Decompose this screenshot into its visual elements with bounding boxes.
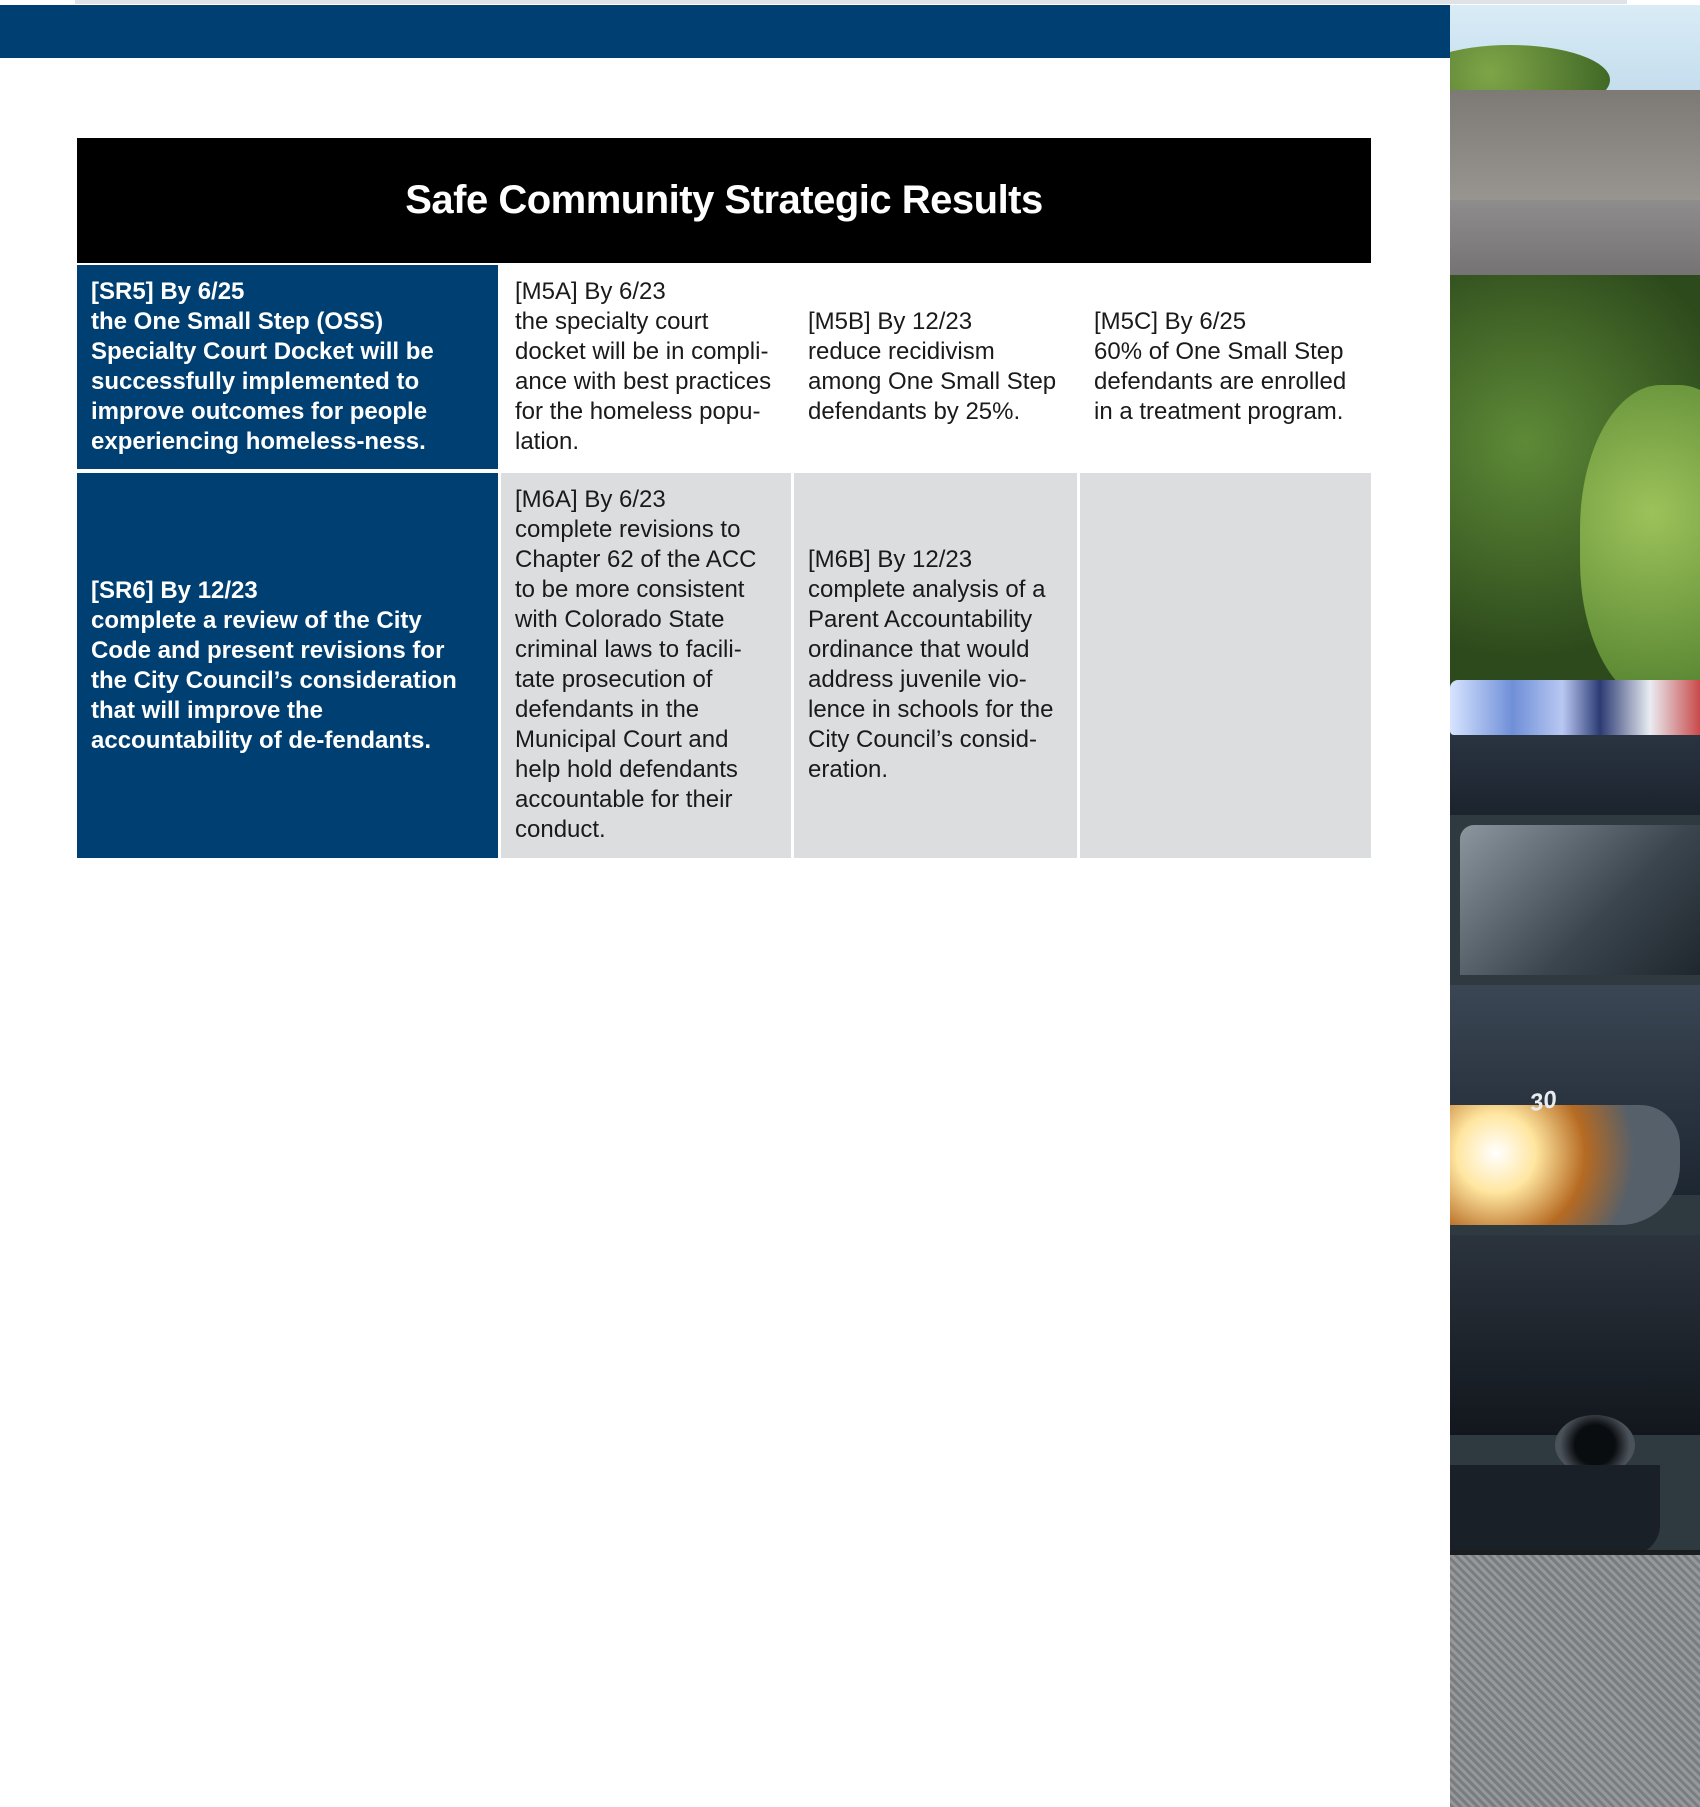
m5b-text: reduce recidivism among One Small Step defendants by 25%. [808, 338, 1057, 425]
measure-m5c [1080, 265, 1371, 469]
strategic-result-sr6 [77, 473, 498, 858]
top-hairline [75, 0, 1627, 4]
header-band [0, 5, 1450, 58]
sr6-text: complete a review of the City Code and present revisions for the City Council’s consideration that will improve the accountability of de-fendants. [91, 606, 457, 754]
measure-empty-cell [1080, 473, 1371, 858]
measure-m6a [501, 473, 791, 858]
m5c-text: 60% of One Small Step defendants are enrolled in a treatment program. [1094, 338, 1347, 425]
emergency-lightbar [1450, 680, 1700, 735]
m5b-code: [M5B] By 12/23 [808, 308, 973, 335]
measure-m5b [794, 265, 1077, 469]
m6b-code: [M6B] By 12/23 [808, 546, 973, 573]
m6b-text: complete analysis of a Parent Accountability ordinance that would address juvenile vio-lence in schools for the City Council’s consid-eration. [808, 576, 1054, 783]
m6a-text: complete revisions to Chapter 62 of the ACC to be more consistent with Colorado State criminal laws to facili-tate prosecution of defendants in the Municipal Court and help hold defendants accountable for their conduct. [515, 516, 757, 843]
sr5-code: [SR5] By 6/25 [91, 278, 245, 305]
sr5-text: the One Small Step (OSS) Specialty Court Docket will be successfully implemented to improve outcomes for people experiencing homeless-ness. [91, 308, 434, 455]
m5a-text: the specialty court docket will be in compli-ance with best practices for the homeless popu-lation. [515, 308, 772, 455]
measure-m5a [501, 265, 791, 469]
table-title: Safe Community Strategic Results [405, 178, 1043, 222]
unit-number: 30 [1527, 1085, 1559, 1118]
m5a-code: [M5A] By 6/23 [515, 278, 666, 305]
table-title-bar [77, 138, 1371, 263]
m5c-code: [M5C] By 6/25 [1094, 308, 1247, 335]
sr6-code: [SR6] By 12/23 [91, 576, 258, 604]
measure-m6b [794, 473, 1077, 858]
police-vehicle-photo [1450, 5, 1700, 1807]
strategic-result-sr5 [77, 265, 498, 469]
m6a-code: [M6A] By 6/23 [515, 486, 666, 513]
